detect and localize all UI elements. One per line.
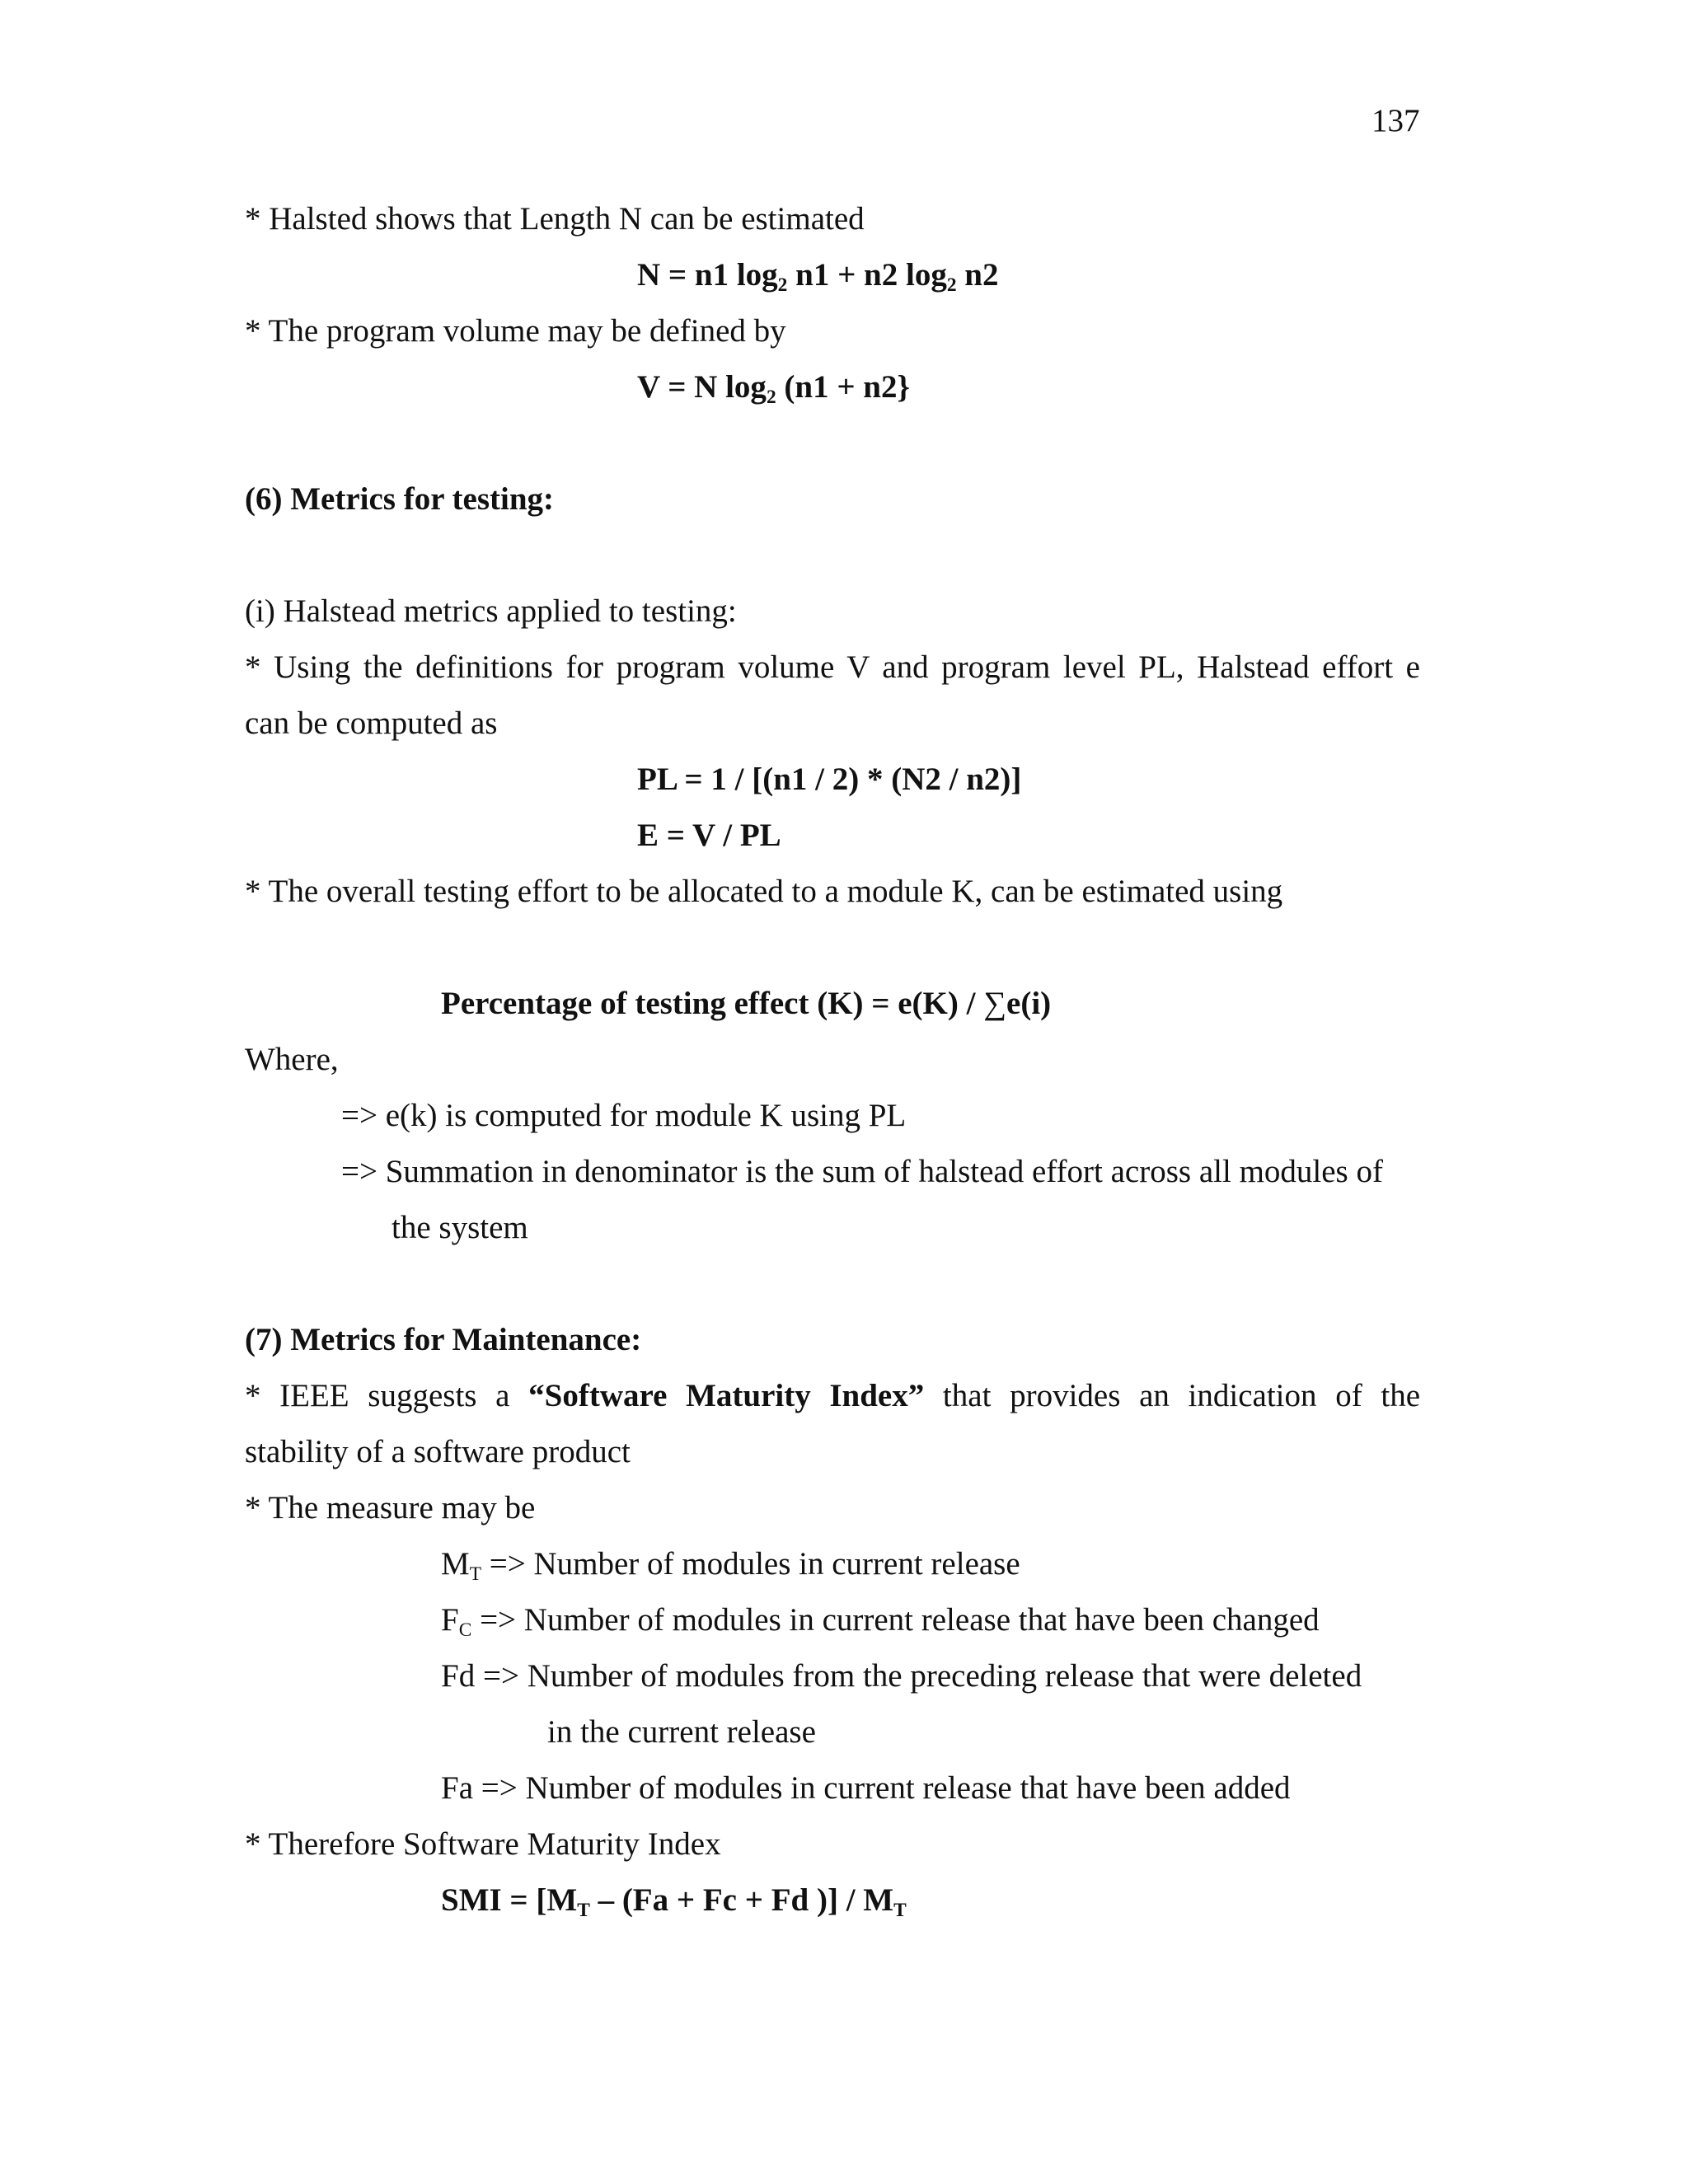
where-bullet-2-line2: the system [392,1210,528,1245]
formula-volume-v: V = N log2 (n1 + n2} [637,369,910,409]
formula-length-n: N = n1 log2 n1 + n2 log2 n2 [637,257,999,297]
measure-intro: * The measure may be [245,1490,536,1526]
effort-paragraph-line2: can be computed as [245,705,498,741]
page-number: 137 [1372,103,1420,138]
def-fa: Fa => Number of modules in current release that have been added [441,1770,1291,1806]
percentage-formula: Percentage of testing effect (K) = e(K) / ∑e(i) [441,986,1052,1021]
formula-effort: E = V / PL [637,818,781,853]
def-mt: MT => Number of modules in current release [441,1546,1020,1586]
def-fd-line2: in the current release [547,1714,816,1750]
where-label: Where, [245,1042,339,1077]
overall-effort-text: * The overall testing effort to be allocated to a module K, can be estimated using [245,874,1283,909]
smi-paragraph-line2: stability of a software product [245,1434,631,1469]
section-7-heading: (7) Metrics for Maintenance: [245,1322,642,1357]
formula-program-level: PL = 1 / [(n1 / 2) * (N2 / n2)] [637,762,1022,797]
def-fd: Fd => Number of modules from the preceding release that were deleted [441,1658,1362,1694]
therefore-text: * Therefore Software Maturity Index [245,1826,721,1862]
effort-paragraph-line1: * Using the definitions for program volume V and program level PL, Halstead effort e [245,649,1420,685]
section-6-subheading: (i) Halstead metrics applied to testing: [245,593,737,629]
smi-name: “Software Maturity Index” [528,1378,925,1413]
summation-symbol: ∑ [983,986,1007,1021]
where-bullet-2-line1: => Summation in denominator is the sum of halstead effort across all modules of [341,1154,1383,1189]
smi-formula: SMI = [MT – (Fa + Fc + Fd )] / MT [441,1882,907,1922]
volume-intro: * The program volume may be defined by [245,313,786,349]
where-bullet-1: => e(k) is computed for module K using PL [341,1098,907,1133]
def-fc: FC => Number of modules in current release that have been changed [441,1602,1320,1642]
smi-paragraph-line1: * IEEE suggests a “Software Maturity Index” that provides an indication of the [245,1378,1421,1413]
section-6-heading: (6) Metrics for testing: [245,481,555,517]
halsted-intro: * Halsted shows that Length N can be estimated [245,201,865,237]
